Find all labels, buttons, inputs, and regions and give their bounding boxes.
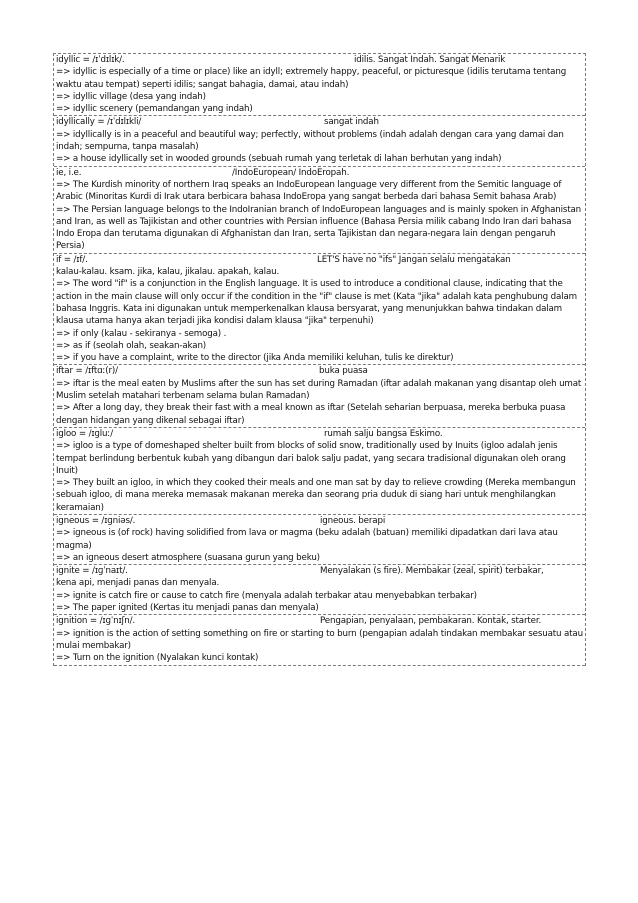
entry-header [56,428,584,440]
entry-idyllic [54,54,585,116]
entry-idyllically [54,116,585,166]
example-line: => a house idyllically set in wooded grounds (sebuah rumah yang terletak di lahan berhutan yang indah) [56,154,502,165]
headword: iftar = /ɪftɑː(r)/ [56,366,118,377]
translation: Menyalakan (s fire). Membakar (zeal, spirit) terbakar, [320,566,544,577]
entry-igneous [54,515,585,565]
entry-header [56,254,584,266]
entry-iftar [54,365,585,427]
dictionary-document [53,53,586,666]
example-line: => idyllic village (desa yang indah) [56,91,206,102]
example-line: => The Persian language belongs to the IndoIranian branch of IndoEuropean languages and is mainly spoken in Afghanistan and Iran, as well as Tajikistan and other countries with Persian influence (Bahasa Persia milik cabang Indo Iran dari bahasa Indo Eropa dan terutama digunakan di Afghanistan dan Iran, serta Tajikistan dan negara-negara lain dengan pengaruh Persia) [56,204,582,252]
entry-header [56,515,584,527]
headword: ignite = /ɪɡˈnaɪt/. [56,566,128,577]
translation: rumah salju bangsa Eskimo. [324,428,443,439]
entry-header [56,365,584,377]
example-line: => The Kurdish minority of northern Iraq speaks an IndoEuropean language very different from the Semitic language of Arabic (Minoritas Kurdi di Irak utara berbicara bahasa IndoEropa yang sangat berbeda dari bahasa Semit bahasa Arab) [56,179,562,203]
headword: igneous = /ɪɡniəs/. [56,515,136,526]
headword: idyllically = /ɪˈdɪlɪkli/ [56,117,142,128]
example-line: => igloo is a type of domeshaped shelter built from blocks of solid snow, traditionally used by Inuits (igloo adalah jenis tempat berlindung berbentuk kubah yang dibangun dari balok salju padat, yang secara tradisional digunakan oleh orang Inuit) [56,441,566,476]
example-line: => The paper ignited (Kertas itu menjadi panas dan menyala) [56,603,319,614]
translation: buka puasa [319,366,368,377]
translation: sangat indah [324,117,379,128]
example-line: => iftar is the meal eaten by Muslims after the sun has set during Ramadan (iftar adalah makanan yang disantap oleh umat Muslim setelah matahari terbenam selama bulan Ramadan) [56,378,582,402]
translation: igneous. berapi [320,515,386,526]
example-line: => They built an igloo, in which they cooked their meals and one man sat by day to relieve crowding (Mereka membangun sebuah igloo, di mana mereka memasak makanan mereka dan seorang pria duduk di siang hari untuk menghilangkan keramaian) [56,478,576,513]
entry-header [56,615,584,627]
headword: ignition = /ɪɡˈnɪʃn/. [56,616,136,627]
headword: idyllic = /ɪˈdɪlɪk/. [56,55,125,65]
example-line: => igneous is (of rock) having solidified from lava or magma (beku adalah (batuan) memiliki dipadatkan dari lava atau magma) [56,528,558,551]
example-line: => Turn on the ignition (Nyalakan kunci kontak) [56,653,259,664]
example-line: => After a long day, they break their fast with a meal known as iftar (Setelah seharian berpuasa, mereka berbuka puasa dengan hidangan yang dikenal sebagai iftar) [56,403,566,426]
translation-continued: kalau-kalau. ksam. jika, kalau, jikalau. apakah, kalau. [56,267,280,278]
entry-ignite [54,565,585,615]
example-line: => idyllically is in a peaceful and beautiful way; perfectly, without problems (indah adalah dengan cara yang damai dan indah; sempurna, tanpa masalah) [56,129,564,153]
example-line: => as if (seolah olah, seakan-akan) [56,340,207,351]
translation: idilis. Sangat Indah. Sangat Menarik [354,55,506,65]
translation: Pengapian, penyalaan, pembakaran. Kontak, starter. [320,616,542,627]
headword: igloo = /ɪɡluː/ [56,428,113,439]
translation: LET'S have no "ifs" Jangan selalu mengatakan [317,254,511,265]
headword: if = /ɪf/. [56,254,88,265]
headword: ie, i.e. [56,167,82,178]
entry-igloo [54,428,585,515]
example-line: => The word "if" is a conjunction in the English language. It is used to introduce a conditional clause, indicating that the action in the main clause will only occur if the condition in the "if" clause is met (Kata "jika" adalah kata penghubung dalam bahasa Inggris. Kata ini digunakan untuk memperkenalkan klausa bersyarat, yang menunjukkan bahwa tindakan dalam klausa utama hanya akan terjadi jika kondisi dalam klausa "jika" terpenuhi) [56,279,577,327]
entry-header [56,167,584,179]
example-line: => if you have a complaint, write to the director (jika Anda memiliki keluhan, tulis ke direktur) [56,353,454,364]
entry-header [56,565,584,577]
entry-header [56,116,584,128]
example-line: => idyllic scenery (pemandangan yang indah) [56,104,253,115]
example-line: => idyllic is especially of a time or place) like an idyll; extremely happy, peaceful, or picturesque (idilis terutama tentang waktu atau tempat) seperti idilis; sangat bahagia, damai, atau indah) [56,67,567,90]
entry-ie [54,167,585,254]
translation-continued: kena api, menjadi panas dan menyala. [56,578,220,589]
example-line: => ignite is catch fire or cause to catch fire (menyala adalah terbakar atau menyebabkan terbakar) [56,590,477,601]
example-line: => if only (kalau - sekiranya - semoga) . [56,328,227,339]
example-line: => an igneous desert atmosphere (suasana gurun yang beku) [56,552,320,563]
example-line: => ignition is the action of setting something on fire or starting to burn (pengapian adalah tindakan membakar sesuatu atau mulai membakar) [56,628,583,651]
entry-ignition [54,615,585,665]
translation: /IndoEuropean/ IndoEropah. [232,167,350,178]
entry-if [54,254,585,366]
entry-header [56,54,584,66]
